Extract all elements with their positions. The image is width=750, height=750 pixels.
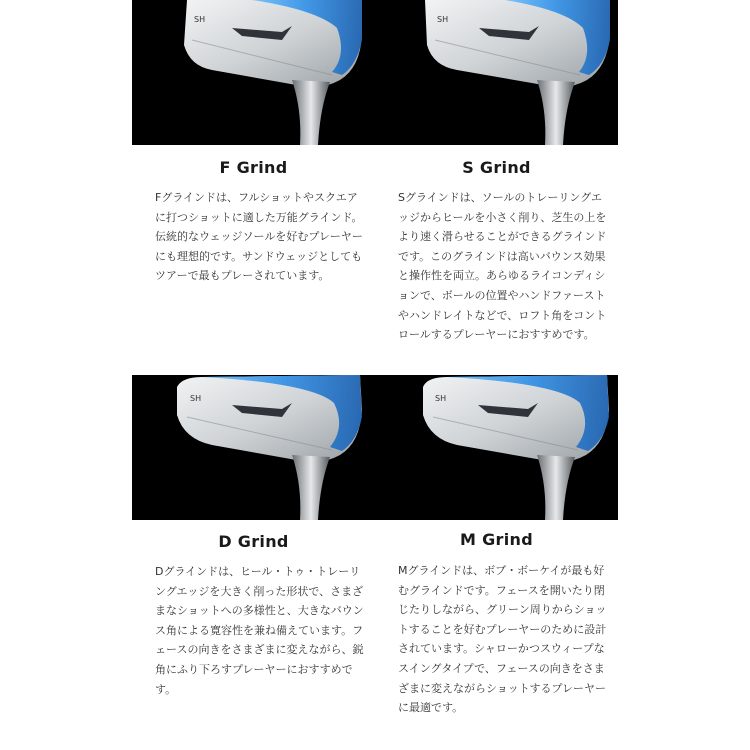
grind-description-m: Mグラインドは、ボブ・ボーケイが最も好むグラインドです。フェースを開いたり閉じたりしながら、グリーン周りからショットすることを好むプレーヤーのために設計されています。シャローかつスウィープなスイングタイプで、フェースの向きをさまざまに変えながらショットするプレーヤーに最適です。 — [398, 564, 607, 715]
loft-mark: SH — [435, 394, 447, 403]
club-image-s-grind — [375, 0, 618, 145]
club-image-f-grind — [132, 0, 375, 145]
club-image-m-grind — [375, 375, 618, 520]
hosel-shaft — [537, 455, 575, 520]
wedge-head — [184, 0, 362, 87]
wedge-head — [177, 375, 362, 462]
grind-title-s: S Grind — [462, 158, 531, 177]
grind-title-m: M Grind — [460, 530, 533, 549]
club-image-d-grind — [132, 375, 375, 520]
grind-description-d: Dグラインドは、ヒール・トゥ・トレーリングエッジを大きく削った形状で、さまざまなショットへの多様性と、大きなバウンス角による寛容性を兼ね備えています。フェースの向きをさまざまに変えながら、鋭角にふり下ろすプレーヤーにおすすめです。 — [155, 565, 364, 696]
loft-mark: SH — [194, 15, 206, 24]
grind-title-f: F Grind — [219, 158, 288, 177]
hosel-shaft — [292, 80, 330, 145]
loft-mark: SH — [190, 394, 202, 403]
wedge-head — [425, 0, 610, 87]
wedge-head — [423, 375, 609, 462]
grind-description-f: Fグラインドは、フルショットやスクエアに打つショットに適した万能グラインド。伝統的なウェッジソールを好むプレーヤーにも理想的です。サンドウェッジとしてもツアーで最もプレーされています。 — [155, 191, 363, 283]
grind-title-d: D Grind — [218, 532, 289, 551]
grind-description-s: Sグラインドは、ソールのトレーリングエッジからヒールを小さく削り、芝生の上をより速く滑らせることができるグラインドです。このグラインドは高いバウンス効果と操作性を両立。あらゆるライコンディションで、ボールの位置やハンドファーストやハンドレイトなどで、ロフト角をコントロールするプレーヤーにおすすめです。 — [398, 191, 607, 342]
hosel-shaft — [292, 455, 330, 520]
hosel-shaft — [537, 80, 575, 145]
loft-mark: SH — [437, 15, 449, 24]
